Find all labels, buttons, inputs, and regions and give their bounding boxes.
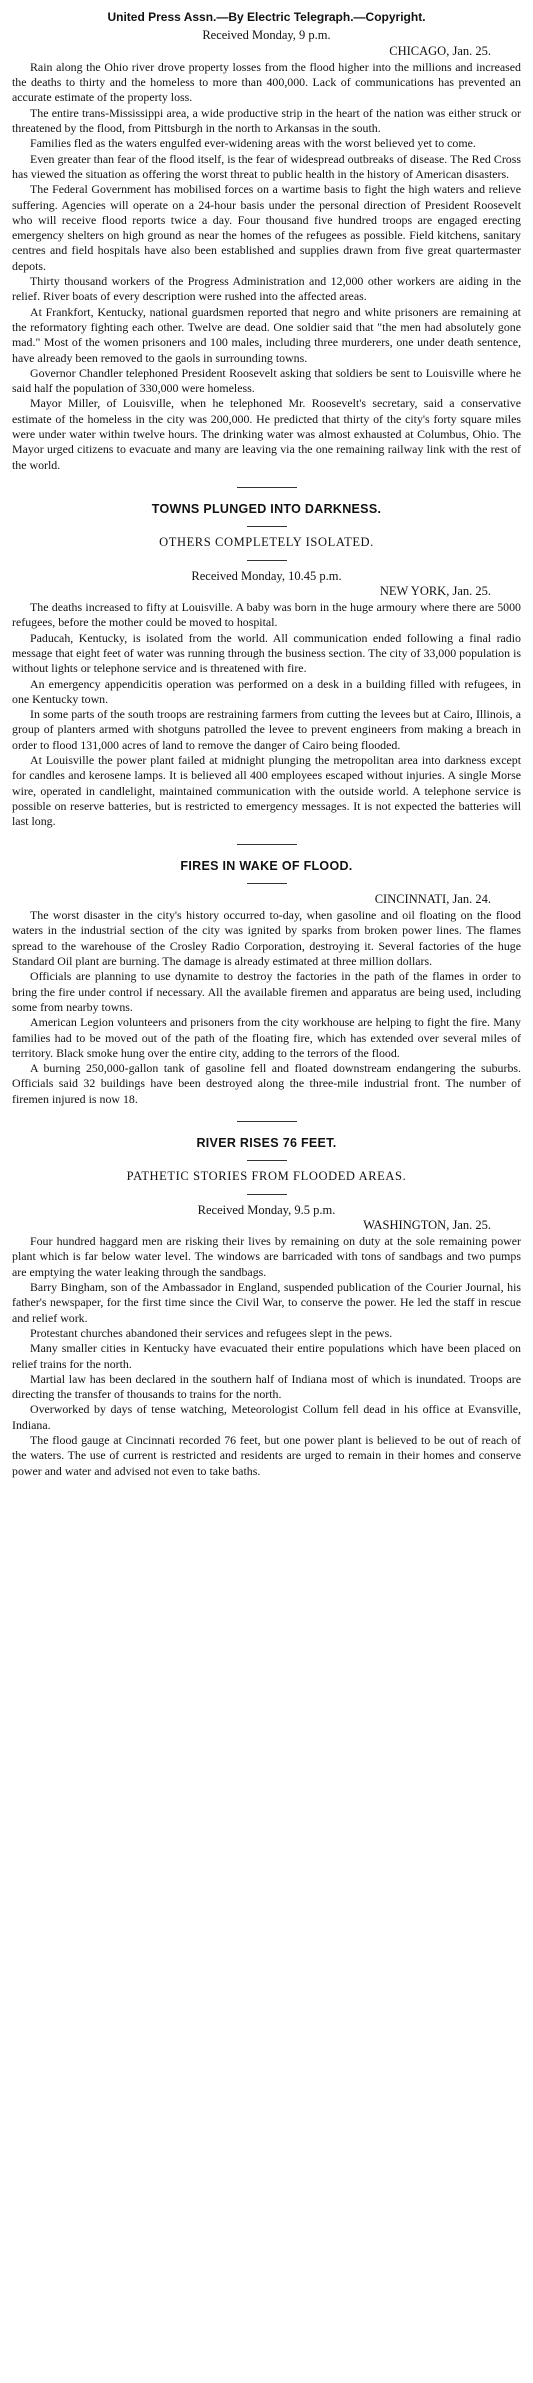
paragraph: Paducah, Kentucky, is isolated from the world. All communication ended following a final radio message that eight feet of water was running through the business section. The city of 33,000 population is without lights or telephone service and is threatened with fire. — [12, 630, 521, 676]
dateline: CINCINNATI, Jan. 24. — [374, 891, 491, 906]
paragraph: Families fled as the waters engulfed ever-widening areas with the worst believed yet to come. — [30, 136, 476, 151]
section-divider — [237, 1121, 297, 1122]
paragraph: At Louisville the power plant failed at midnight plunging the metropolitan area into darkness except for candles and kerosene lamps. It is believed all 400 employees escaped without injuries. A single Morse wire, operated in candlelight, maintained communication with the outside world. A telephone service is possible on reserve batteries, but is restricted to emergency messages. It is not expected the batteries will last long. — [12, 753, 521, 829]
paragraph: American Legion volunteers and prisoners from the city workhouse are helping to fight the fire. Many families had to be moved out of the path of the floating fire, which has extended over several miles of territory. Black smoke hung over the entire city, adding to the terrors of the flood. — [12, 1015, 521, 1060]
paragraph: In some parts of the south troops are restraining farmers from cutting the levees but at Cairo, Illinois, a group of planters armed with shotguns patrolled the levee to prevent engineers from making a breach in order to flood 131,000 acres of land to remove the danger of Cairo being flooded. — [12, 707, 521, 752]
dateline: WASHINGTON, Jan. 25. — [363, 1217, 491, 1232]
headline-divider — [247, 1160, 287, 1161]
paragraph: Thirty thousand workers of the Progress Administration and 12,000 other workers are aiding in the relief. River boats of every description were rushed into the affected areas. — [12, 274, 521, 304]
paragraph: Barry Bingham, son of the Ambassador in England, suspended publication of the Courier Journal, his father's newspaper, for the first time since the Civil War, to conserve the power. He led the staff in rescue and relief work. — [12, 1280, 521, 1325]
paragraph: Four hundred haggard men are risking their lives by remaining on duty at the sole remaining power plant which is far below water level. The windows are barricaded with tons of sandbags and two pumps are emptying the water leaking through the sandbags. — [12, 1234, 521, 1279]
paragraph: The deaths increased to fifty at Louisville. A baby was born in the huge armoury where there are 5000 refugees, before the mother could be moved to hospital. — [12, 600, 521, 630]
article-cincinnati — [12, 859, 521, 1107]
paragraph: A burning 250,000-gallon tank of gasoline fell and floated downstream endangering the suburbs. Officials said 32 buildings have been destroyed along the three-mile industrial front. The number of firemen injured is now 18. — [12, 1061, 521, 1106]
headline: TOWNS PLUNGED INTO DARKNESS. — [151, 501, 382, 516]
dateline: NEW YORK, Jan. 25. — [379, 583, 491, 598]
paragraph: The worst disaster in the city's history occurred to-day, when gasoline and oil floating on the flood waters in the industrial section of the city was ignited by sparks from broken power lines. The flames spread to the warehouse of the Crosley Radio Corporation, destroying it. Several factories of the huge Standard Oil plant are burning. The damage is already estimated at three million dollars. — [12, 908, 521, 969]
paragraph: The Federal Government has mobilised forces on a wartime basis to fight the high waters and relieve suffering. Agencies will operate on a 24-hour basis under the personal direction of President Roosevelt who will receive flood reports twice a day. Four thousand five hundred troops are engaged erecting emergency shelters on high ground as near the homes of the refugees as possible. Field kitchens, sanitary centres and field hospitals have also been established and supplies drawn from five great quartermaster depots. — [12, 182, 521, 273]
received-time: Received Monday, 9 p.m. — [202, 28, 331, 43]
paragraph: An emergency appendicitis operation was performed on a desk in a building filled with refugees, in one Kentucky town. — [12, 676, 521, 706]
paragraph: Rain along the Ohio river drove property losses from the flood higher into the millions and increased the deaths to thirty and the homeless to more than 400,000. Lack of communications has prevented an accurate estimate of the property loss. — [12, 59, 521, 105]
headline-divider — [247, 883, 287, 884]
headline: RIVER RISES 76 FEET. — [196, 1136, 337, 1150]
subheadline: OTHERS COMPLETELY ISOLATED. — [159, 535, 374, 550]
article-new-york — [12, 502, 521, 830]
section-divider — [237, 487, 297, 488]
paragraph: Governor Chandler telephoned President Roosevelt asking that soldiers be sent to Louisville where he said half the population of 330,000 were homeless. — [12, 365, 521, 396]
subhead-divider — [247, 1194, 287, 1195]
paragraph: At Frankfort, Kentucky, national guardsmen reported that negro and white prisoners are remaining at the reformatory fighting each other. Twelve are dead. One soldier said that "the men had absolutely gone mad." Most of the women prisoners and 100 males, including three murderers, one under death sentence, have already been removed to the gaols in surrounding towns. — [12, 304, 521, 365]
paragraph: The entire trans-Mississippi area, a wide productive strip in the heart of the nation was either struck or threatened by the flood, from Pittsburgh in the north to Arkansas in the south. — [12, 105, 521, 136]
headline: FIRES IN WAKE OF FLOOD. — [180, 858, 353, 873]
subhead-divider — [247, 560, 287, 561]
paragraph: Many smaller cities in Kentucky have evacuated their entire populations which have been placed on relief trains for the north. — [12, 1341, 521, 1371]
received-time: Received Monday, 9.5 p.m. — [197, 1202, 336, 1217]
section-divider — [237, 844, 297, 845]
paragraph: Protestant churches abandoned their services and refugees slept in the pews. — [30, 1325, 393, 1340]
dateline: CHICAGO, Jan. 25. — [389, 43, 491, 58]
subheadline: PATHETIC STORIES FROM FLOODED AREAS. — [126, 1169, 407, 1184]
headline-divider — [247, 526, 287, 527]
paragraph: Martial law has been declared in the southern half of Indiana most of which is inundated. Troops are directing the transfer of thousands to trains for the north. — [12, 1371, 521, 1402]
paragraph: Officials are planning to use dynamite to destroy the factories in the path of the flames in order to bring the fire under control if necessary. All the available firemen and apparatus are being used, including some from nearby towns. — [12, 969, 521, 1014]
masthead: United Press Assn.—By Electric Telegraph.—Copyright. — [107, 10, 426, 24]
received-time: Received Monday, 10.45 p.m. — [191, 568, 342, 583]
paragraph: The flood gauge at Cincinnati recorded 76 feet, but one power plant is believed to be out of reach of the waters. The use of current is restricted and residents are urged to remain in their homes and conserve power and water and advised not even to take baths. — [12, 1433, 521, 1478]
article-chicago — [12, 28, 521, 473]
paragraph: Overworked by days of tense watching, Meteorologist Collum fell dead in his office at Evansville, Indiana. — [12, 1402, 521, 1432]
paragraph: Even greater than fear of the flood itself, is the fear of widespread outbreaks of disease. The Red Cross has viewed the situation as offering the worst threat to public health in the history of American disasters. — [12, 151, 521, 181]
article-washington — [12, 1136, 521, 1479]
paragraph: Mayor Miller, of Louisville, when he telephoned Mr. Roosevelt's secretary, said a conservative estimate of the homeless in the city was 200,000. He predicted that thirty of the city's forty square miles were under water within twelve hours. The drinking water was almost exhausted at Columbus, Ohio. The Mayor urged citizens to evacuate and many are leaving via the one remaining railway link with the rest of the world. — [12, 396, 521, 472]
